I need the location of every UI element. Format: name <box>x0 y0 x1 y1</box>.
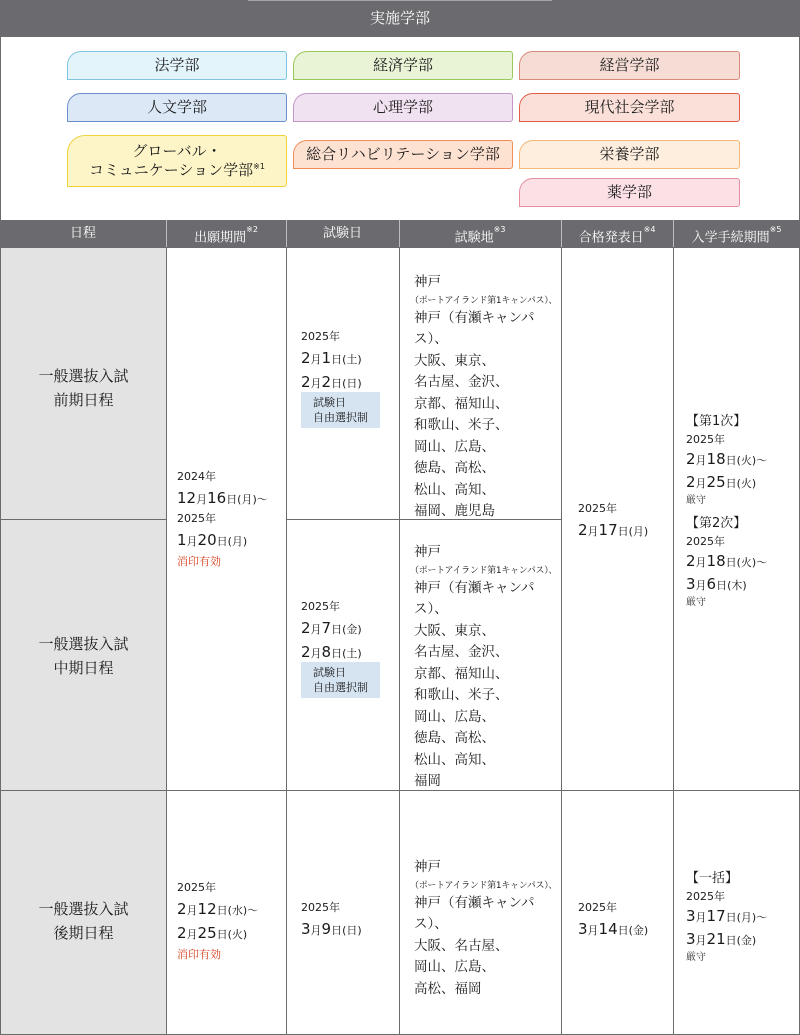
location-item: 徳島、高松、 <box>414 730 495 746</box>
exam-dates <box>301 598 362 665</box>
date-line <box>686 573 767 596</box>
free-choice-badge <box>301 392 380 428</box>
month-unit: 月 <box>695 476 707 490</box>
date-line <box>578 518 648 543</box>
result-date-late <box>562 791 673 1034</box>
application-period-late <box>167 791 286 1034</box>
schedule-name-line1: 一般選抜入試 <box>38 367 129 385</box>
month-number: 2 <box>301 643 311 662</box>
day-number: 8 <box>321 643 332 662</box>
location-item: 和歌山、米子、 <box>414 687 509 703</box>
location-item: 神戸（有瀬キャンパス）、 <box>414 894 535 932</box>
day-number: 14 <box>598 919 618 938</box>
footnote-mark: ※4 <box>643 225 656 234</box>
header-divider <box>399 220 400 247</box>
strict-note: 厳守 <box>686 597 706 608</box>
date-line <box>686 471 767 494</box>
month-unit: 月 <box>695 556 707 569</box>
location-item: 神戸 <box>414 544 441 560</box>
location-item: 京都、福知山、 <box>414 395 509 412</box>
day-weekday: 日(土) <box>331 647 362 661</box>
faculty-label: 現代社会学部 <box>584 97 675 116</box>
application-dates <box>177 468 268 570</box>
col-header-label: 合格発表日 <box>578 230 644 246</box>
day-weekday: 日(火) <box>725 476 757 490</box>
month-number: 2 <box>177 899 187 918</box>
month-unit: 月 <box>695 911 707 924</box>
day-weekday: 日(日) <box>331 377 362 391</box>
enrollment-early-middle <box>674 248 799 790</box>
location-item: 名古屋、金沢、 <box>414 644 509 660</box>
location-item: 高松、福岡 <box>414 980 482 997</box>
badge-line1: 試験日 <box>313 396 346 409</box>
faculties-header <box>0 0 800 37</box>
faculty-label-line2-text: コミュニケーション学部 <box>89 161 254 179</box>
month-unit: 月 <box>310 352 322 366</box>
faculty-label: 経営学部 <box>599 55 660 74</box>
month-unit: 月 <box>196 492 208 506</box>
month-unit: 月 <box>186 928 198 942</box>
col-header-label: 試験地 <box>454 230 494 246</box>
col-header-label: 日程 <box>69 226 96 241</box>
month-number: 2 <box>686 450 696 468</box>
month-number: 1 <box>177 530 187 549</box>
location-item <box>414 308 561 351</box>
header-divider <box>561 220 562 247</box>
month-number: 2 <box>686 472 696 491</box>
faculty-tag-psychology[interactable] <box>293 93 513 122</box>
faculty-label-multiline <box>89 142 265 181</box>
faculties-title: 実施学部 <box>369 9 430 27</box>
exam-date-middle <box>287 520 399 790</box>
result-date <box>578 500 648 542</box>
badge-line1: 試験日 <box>313 666 346 679</box>
header-divider <box>286 220 287 247</box>
date-line <box>177 486 268 511</box>
application-period-early-middle <box>167 248 286 790</box>
day-number: 16 <box>207 488 227 507</box>
location-item: 徳島、高松、 <box>414 460 495 476</box>
location-list <box>410 542 561 793</box>
month-number: 2 <box>578 520 588 539</box>
date-line <box>578 917 648 942</box>
col-header-enrollment <box>673 220 800 247</box>
exam-locations-late <box>400 791 561 1034</box>
day-weekday: 日(月)～ <box>725 911 768 924</box>
faculty-tag-law[interactable] <box>67 51 287 80</box>
day-number: 25 <box>706 472 726 491</box>
day-weekday: 日(金) <box>617 923 649 937</box>
faculty-label: 経済学部 <box>372 55 433 74</box>
month-number: 2 <box>301 348 311 367</box>
faculty-tag-pharmacy[interactable] <box>519 178 740 207</box>
month-number: 3 <box>686 907 696 925</box>
location-item: 神戸 <box>414 274 441 290</box>
location-item: （ポートアイランド第1キャンパス）、 <box>410 880 558 891</box>
row-label-middle <box>1 520 166 790</box>
location-item: 大阪、東京、 <box>414 352 495 369</box>
month-unit: 月 <box>186 903 198 917</box>
schedule-name-line2: 中期日程 <box>53 659 114 677</box>
day-weekday: 日(日) <box>331 923 362 937</box>
year-text: 2025年 <box>686 534 725 548</box>
day-weekday: 日(月) <box>617 524 649 538</box>
row-label-early <box>1 248 166 519</box>
month-unit: 月 <box>310 622 322 636</box>
date-line <box>177 921 258 946</box>
day-weekday: 日(月) <box>216 534 248 548</box>
schedule-name-line2: 後期日程 <box>53 924 114 942</box>
month-unit: 月 <box>310 647 322 661</box>
day-number: 18 <box>706 552 726 570</box>
col-header-application <box>166 220 286 247</box>
strict-note: 厳守 <box>686 495 706 506</box>
badge-line2: 自由選択制 <box>313 681 368 694</box>
day-number: 12 <box>197 899 217 918</box>
footnote-mark: ※5 <box>769 225 782 234</box>
location-item: （ポートアイランド第1キャンパス）、 <box>410 295 558 306</box>
early-schedule-name <box>1 364 166 412</box>
phase-title: 【一括】 <box>686 871 739 886</box>
result-date <box>578 899 648 941</box>
location-item: 岡山、広島、 <box>414 959 495 975</box>
day-weekday: 日(火)～ <box>725 556 768 569</box>
schedule-name-line1: 一般選抜入試 <box>38 635 129 653</box>
col-header-exam-date <box>286 220 399 247</box>
location-item: 大阪、東京、 <box>414 622 495 639</box>
day-number: 7 <box>321 618 332 637</box>
location-text: 神戸（有瀬キャンパス）、 <box>414 309 535 347</box>
header-divider <box>673 220 674 247</box>
day-weekday: 日(金) <box>725 933 757 947</box>
faculty-label: 薬学部 <box>606 182 652 201</box>
faculty-label-line2 <box>89 161 265 181</box>
table-header <box>0 220 800 247</box>
col-header-exam-location <box>399 220 561 247</box>
month-unit: 月 <box>310 923 322 937</box>
postmark-note: 消印有効 <box>177 948 221 962</box>
enrollment-periods <box>686 869 767 965</box>
date-line <box>301 616 362 641</box>
location-item: 福岡、鹿児島 <box>414 503 495 519</box>
day-number: 25 <box>197 924 217 943</box>
location-item: 大阪、名古屋、 <box>414 937 509 954</box>
month-number: 2 <box>301 373 311 392</box>
col-header-result-date <box>561 220 673 247</box>
day-weekday: 日(土) <box>331 352 362 366</box>
enrollment-late <box>674 791 799 1034</box>
faculty-tag-economics[interactable] <box>293 51 513 80</box>
location-list <box>410 272 561 523</box>
row-label-late <box>1 791 166 1034</box>
year-text: 2025年 <box>686 432 725 446</box>
middle-schedule-name <box>1 632 166 680</box>
badge-line2: 自由選択制 <box>313 411 368 424</box>
col-header-schedule <box>0 220 166 247</box>
month-unit: 月 <box>695 454 707 467</box>
faculty-label: 法学部 <box>154 55 200 74</box>
location-item: 京都、福知山、 <box>414 665 509 682</box>
month-unit: 月 <box>587 524 599 538</box>
schedule-name-line2: 前期日程 <box>53 391 114 409</box>
location-item: 神戸（有瀬キャンパス）、 <box>414 579 535 617</box>
strict-note: 厳守 <box>686 952 706 963</box>
year-text: 2025年 <box>177 512 216 526</box>
application-dates <box>177 879 258 964</box>
day-number: 9 <box>321 919 332 938</box>
date-line <box>177 528 268 553</box>
day-number: 17 <box>706 907 726 925</box>
faculty-tag-rehabilitation[interactable] <box>293 140 513 169</box>
location-item: 岡山、広島、 <box>414 438 495 455</box>
faculty-tag-business[interactable] <box>519 51 740 80</box>
location-item: 和歌山、米子、 <box>414 417 509 433</box>
exam-locations-early <box>400 248 561 519</box>
exam-dates <box>301 899 362 941</box>
late-schedule-name <box>1 897 166 945</box>
day-weekday: 日(火) <box>216 928 248 942</box>
month-unit: 月 <box>310 377 322 391</box>
month-number: 12 <box>177 488 197 507</box>
month-number: 3 <box>301 919 311 938</box>
month-number: 3 <box>578 919 588 938</box>
location-item: 松山、高知、 <box>414 751 495 768</box>
free-choice-badge <box>301 662 380 698</box>
exam-locations-middle <box>400 520 561 790</box>
col-header-label: 入学手続期間 <box>691 230 770 246</box>
exam-date-late <box>287 791 399 1034</box>
faculty-tag-nutrition[interactable] <box>519 140 740 169</box>
location-list <box>410 857 561 1000</box>
day-number: 18 <box>706 450 726 468</box>
day-weekday: 日(月)～ <box>226 492 268 506</box>
date-line <box>686 905 767 928</box>
year-text: 2025年 <box>578 901 617 914</box>
faculty-label-line1: グローバル・ <box>132 141 222 160</box>
year-text: 2025年 <box>177 881 216 894</box>
date-line <box>177 897 258 922</box>
location-item: （ポートアイランド第1キャンパス）、 <box>410 565 558 576</box>
year-text: 2025年 <box>301 330 340 343</box>
month-number: 2 <box>301 618 311 637</box>
day-weekday: 日(火)～ <box>725 454 768 467</box>
month-number: 3 <box>686 574 696 593</box>
date-line <box>686 550 767 573</box>
faculty-label: 心理学部 <box>372 97 433 116</box>
result-date-early-middle <box>562 248 673 790</box>
faculty-label: 人文学部 <box>146 97 207 116</box>
day-number: 17 <box>598 520 618 539</box>
year-text: 2025年 <box>301 901 340 914</box>
date-line <box>686 448 767 471</box>
exam-date-early <box>287 248 399 519</box>
footnote-mark: ※2 <box>246 225 258 234</box>
faculty-label: 総合リハビリテーション学部 <box>306 144 500 163</box>
day-number: 6 <box>706 574 717 593</box>
faculties-panel <box>1 37 799 220</box>
month-unit: 月 <box>587 923 599 937</box>
schedule-name-line1: 一般選抜入試 <box>38 900 129 918</box>
date-line <box>301 917 362 942</box>
day-weekday: 日(水)～ <box>216 903 259 917</box>
month-number: 3 <box>686 929 696 948</box>
month-number: 2 <box>686 552 696 570</box>
day-number: 2 <box>321 373 332 392</box>
location-item: 名古屋、金沢、 <box>414 374 509 390</box>
day-weekday: 日(木) <box>716 578 747 592</box>
exam-dates <box>301 328 362 395</box>
date-line <box>686 928 767 951</box>
year-text: 2025年 <box>686 889 725 903</box>
location-item: 福岡 <box>414 773 441 789</box>
location-item: 岡山、広島、 <box>414 708 495 725</box>
col-header-label: 試験日 <box>322 226 362 241</box>
year-text: 2025年 <box>301 600 340 613</box>
year-text: 2024年 <box>177 470 216 483</box>
footnote-mark: ※1 <box>253 162 265 171</box>
month-unit: 月 <box>695 578 707 592</box>
day-number: 1 <box>321 348 332 367</box>
faculty-tag-humanities[interactable] <box>67 93 287 122</box>
faculty-label: 栄養学部 <box>599 144 660 163</box>
phase-title: 【第2次】 <box>686 516 747 531</box>
col-header-label: 出願期間 <box>194 230 247 246</box>
postmark-note: 消印有効 <box>177 554 221 568</box>
location-item: 神戸 <box>414 859 441 875</box>
year-text: 2025年 <box>578 502 617 515</box>
header-divider <box>166 220 167 247</box>
location-item: 松山、高知、 <box>414 481 495 498</box>
faculty-tag-contemporary-society[interactable] <box>519 93 740 122</box>
month-number: 2 <box>177 924 187 943</box>
phase-title: 【第1次】 <box>686 414 747 429</box>
date-line <box>301 346 362 371</box>
day-number: 21 <box>706 929 726 948</box>
footnote-mark: ※3 <box>493 225 506 234</box>
month-unit: 月 <box>186 534 198 548</box>
day-weekday: 日(金) <box>331 622 362 636</box>
month-unit: 月 <box>695 933 707 947</box>
faculty-tag-global-communication[interactable] <box>67 135 287 187</box>
day-number: 20 <box>197 530 217 549</box>
enrollment-periods <box>686 412 767 610</box>
